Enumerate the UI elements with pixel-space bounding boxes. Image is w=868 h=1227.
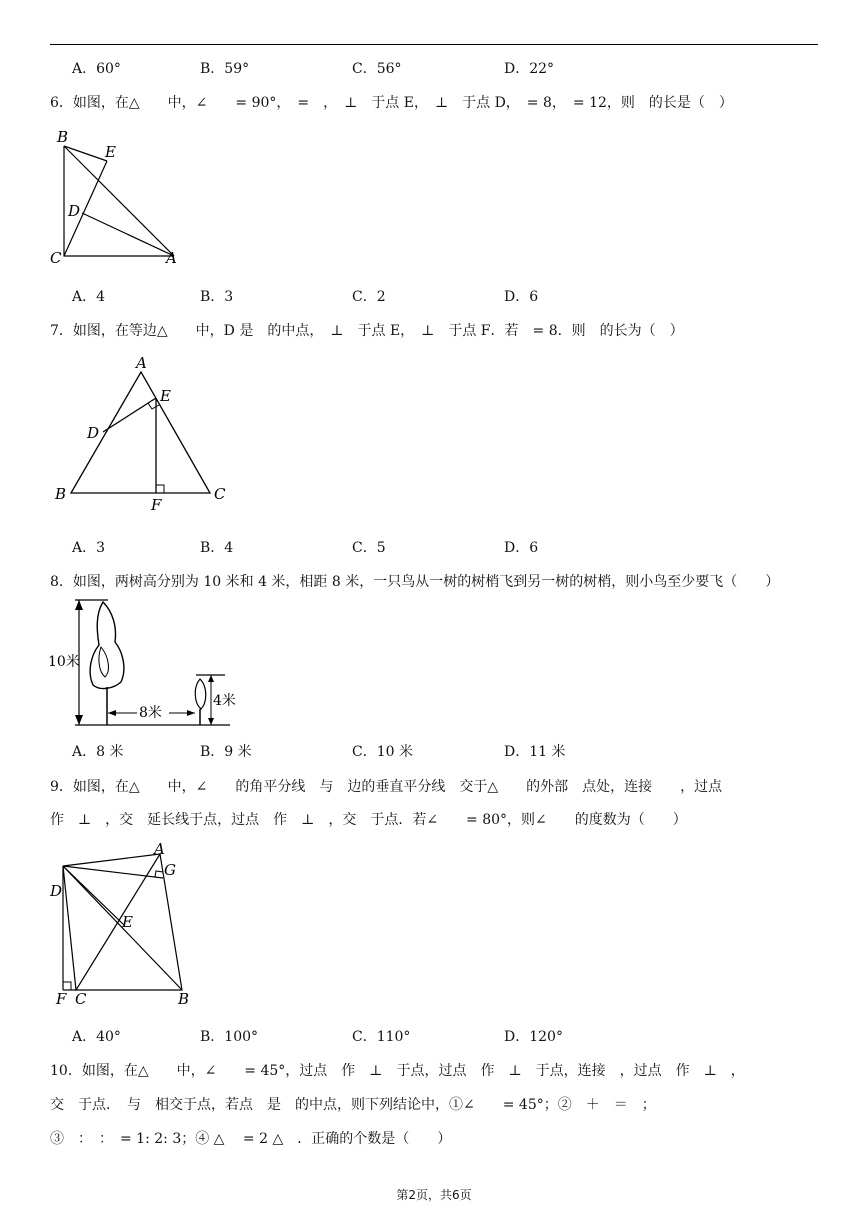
q7-label-e: E [160, 387, 171, 405]
q6-stem: 6．如图，在△ 中，∠ = 90°， = ， ⊥ 于点 E， ⊥ 于点 D， = 8， = 12，则 的长是（ ） [50, 95, 733, 111]
q7-options [72, 537, 772, 557]
q9-label-e: E [122, 913, 133, 931]
q7-option-c[interactable]: C．5 [352, 540, 386, 556]
q6-figure [40, 125, 190, 270]
q8-option-d[interactable]: D．11 米 [504, 744, 566, 760]
q6-label-c: C [50, 249, 62, 267]
q9-options [72, 1026, 772, 1046]
q8-options [72, 741, 772, 761]
q10-stem-line2: 交 于点． 与 相交于点，若点 是 的中点，则下列结论中，①∠ = 45°；② ＋ ＝ ； [50, 1097, 656, 1113]
q7-option-d[interactable]: D．6 [504, 540, 539, 556]
page-footer: 第2页，共6页 [396, 1188, 472, 1202]
q9-label-d: D [50, 882, 63, 900]
q8-option-b[interactable]: B．9 米 [200, 744, 252, 760]
q9-stem-line1: 9．如图，在△ 中，∠ 的角平分线 与 边的垂直平分线 交于△ 的外部 点处，连接 ，过点 [50, 779, 723, 795]
q9-label-f: F [56, 990, 67, 1008]
q9-label-c: C [75, 990, 87, 1008]
q9-label-a: A [154, 840, 165, 858]
q6-option-c[interactable]: C．2 [352, 289, 386, 305]
q7-label-a: A [136, 354, 147, 372]
q9-label-g: G [164, 861, 176, 879]
q7-option-b[interactable]: B．4 [200, 540, 234, 556]
q6-option-d[interactable]: D．6 [504, 289, 539, 305]
q6-option-b[interactable]: B．3 [200, 289, 234, 305]
q9-option-b[interactable]: B．100° [200, 1029, 259, 1045]
q8-option-c[interactable]: C．10 米 [352, 744, 413, 760]
q7-label-c: C [214, 485, 226, 503]
q7-figure [50, 352, 240, 512]
q5-option-b[interactable]: B．59° [200, 61, 250, 77]
q5-option-a[interactable]: A．60° [72, 61, 121, 77]
q7-label-d: D [87, 424, 100, 442]
q8-label-4m: 4米 [213, 693, 236, 709]
q9-option-a[interactable]: A．40° [72, 1029, 121, 1045]
q8-label-10m: 10米 [48, 654, 80, 670]
q7-label-f: F [151, 496, 162, 514]
q7-option-a[interactable]: A．3 [72, 540, 106, 556]
q9-label-b: B [178, 990, 190, 1008]
q6-label-d: D [68, 202, 81, 220]
q10-stem-line1: 10．如图，在△ 中，∠ = 45°，过点 作 ⊥ 于点，过点 作 ⊥ 于点，连接 ，过点 作 ⊥ ， [50, 1063, 745, 1079]
q7-stem: 7．如图，在等边△ 中，D 是 的中点， ⊥ 于点 E， ⊥ 于点 F．若 = 8．则 的长为（ ） [50, 323, 684, 339]
q8-figure [45, 597, 245, 732]
header-rule [50, 44, 818, 45]
q9-stem-line2: 作 ⊥ ，交 延长线于点，过点 作 ⊥ ，交 于点．若∠ = 80°，则∠ 的度数为（ ） [50, 812, 687, 828]
q8-option-a[interactable]: A．8 米 [72, 744, 124, 760]
q6-label-e: E [105, 143, 116, 161]
q6-label-a: A [166, 249, 177, 267]
q6-options [72, 286, 772, 306]
q6-option-a[interactable]: A．4 [72, 289, 106, 305]
q9-figure [40, 838, 210, 1010]
q5-option-d[interactable]: D．22° [504, 61, 555, 77]
q5-option-c[interactable]: C．56° [352, 61, 402, 77]
q9-option-c[interactable]: C．110° [352, 1029, 411, 1045]
q8-label-8m: 8米 [139, 705, 162, 721]
q7-label-b: B [55, 485, 67, 503]
q9-option-d[interactable]: D．120° [504, 1029, 563, 1045]
q5-options [72, 58, 772, 78]
q6-label-b: B [57, 128, 69, 146]
q10-stem-line3: ③ ： ： = 1: 2: 3；④ △ = 2 △ ．正确的个数是（ ） [50, 1131, 452, 1147]
q8-stem: 8．如图，两树高分别为 10 米和 4 米，相距 8 米，一只鸟从一树的树梢飞到另一树的树梢，则小鸟至少要飞（ ） [50, 574, 780, 590]
